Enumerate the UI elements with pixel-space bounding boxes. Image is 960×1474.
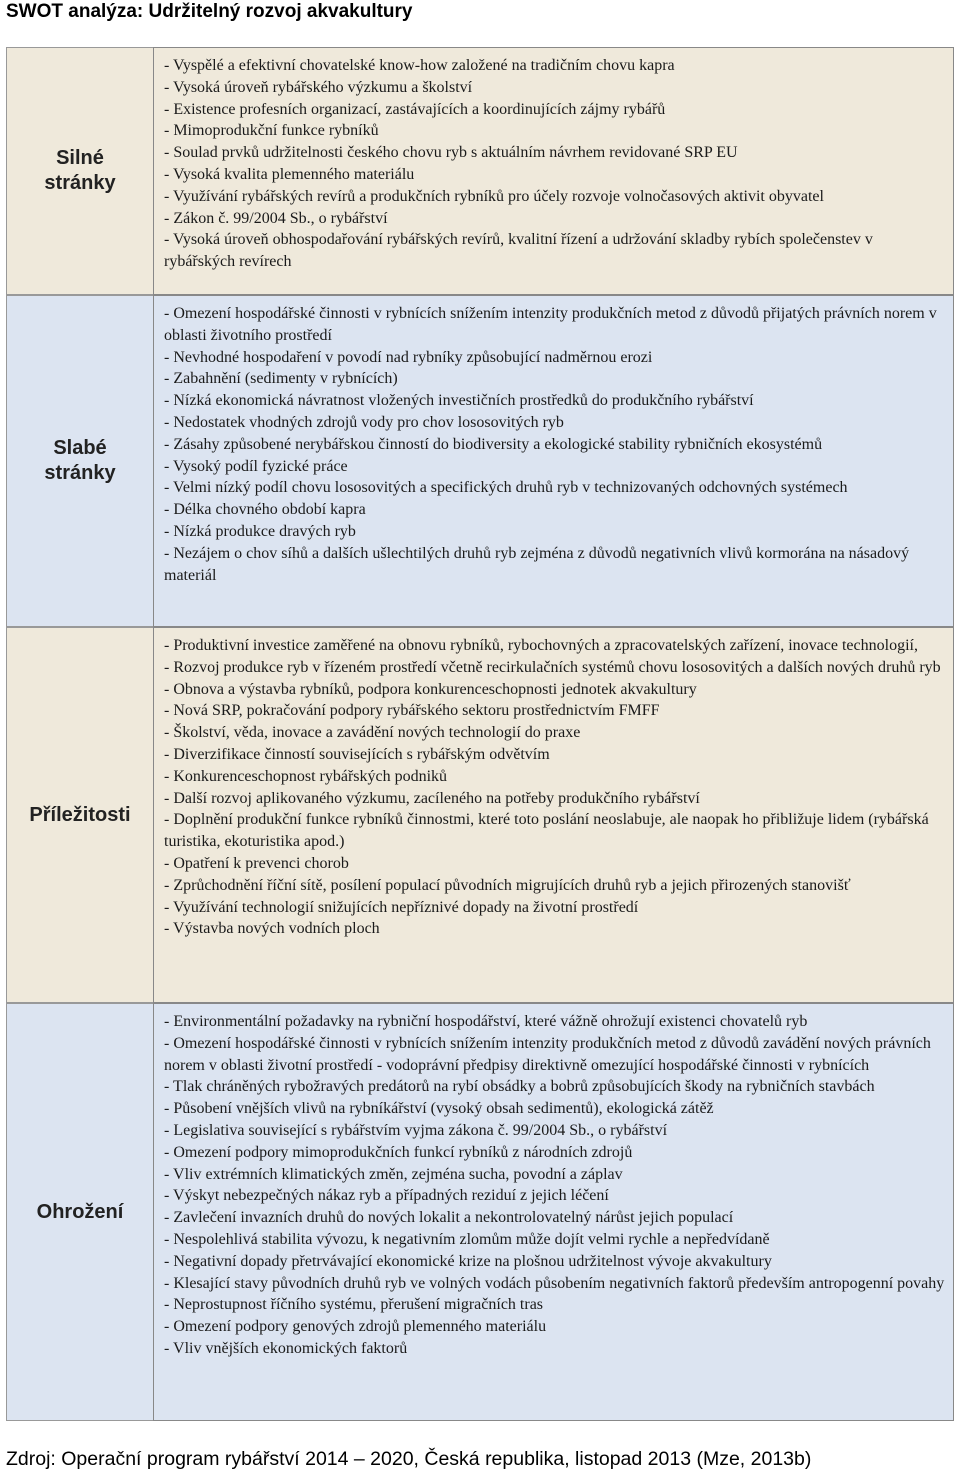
list-item: - Nízká produkce dravých ryb (164, 522, 356, 540)
list-item: - Obnova a výstavba rybníků, podpora konkurenceschopnosti jednotek akvakultury (164, 680, 697, 698)
list-item: - Vysoká kvalita plemenného materiálu (164, 165, 415, 183)
list-item: - Tlak chráněných rybožravých predátorů na rybí obsádky a bobrů způsobujících škody na rybničních stavbách (164, 1078, 875, 1096)
list-item: - Konkurenceschopnost rybářských podniků (164, 767, 448, 785)
list-item: - Další rozvoj aplikovaného výzkumu, zacíleného na potřeby produkčního rybářství (164, 789, 700, 807)
list-item: - Nová SRP, pokračování podpory rybářského sektoru prostřednictvím FMFF (164, 702, 660, 720)
swot-table (6, 47, 954, 1421)
opportunities-label: Příležitosti (6, 627, 153, 1003)
list-item: - Vysoký podíl fyzické práce (164, 457, 348, 475)
list-item: - Vyspělé a efektivní chovatelské know-how založené na tradičním chovu kapra (164, 57, 675, 74)
list-item: - Omezení hospodářské činnosti v rybnících snížením intenzity produkčních metod z důvodů přijatých právních norem v oblasti životního prostředí (164, 305, 937, 344)
list-item: - Neprostupnost říčního systému, přerušení migračních tras (164, 1296, 544, 1314)
list-item: - Vliv vnějších ekonomických faktorů (164, 1339, 408, 1357)
weaknesses-items (153, 295, 954, 627)
list-item: - Omezení hospodářské činnosti v rybnících snížením intenzity produkčních metod z důvodů zavádění nových právních norem v oblasti životní prostředí - vodoprávní předpisy direktivně omezující hospodářské činnosti v rybnících (164, 1034, 931, 1074)
list-item: - Nezájem o chov síhů a dalších ušlechtilých druhů ryb zejména z důvodů negativních vlivů kormorána na násadový materiál (164, 544, 910, 584)
list-item: - Využívání rybářských revírů a produkčních rybníků pro účely rozvoje volnočasových aktivit obyvatel (164, 187, 824, 205)
list-item: - Opatření k prevenci chorob (164, 854, 349, 872)
list-item: - Nedostatek vhodných zdrojů vody pro chov lososovitých ryb (164, 413, 564, 431)
list-item: - Zabahnění (sedimenty v rybnících) (164, 370, 398, 388)
swot-row-strengths (6, 47, 954, 295)
list-item: - Nízká ekonomická návratnost vložených investičních prostředků do produkčního rybářství (164, 392, 754, 410)
list-item: - Výskyt nebezpečných nákaz ryb a případných reziduí z jejich léčení (164, 1187, 609, 1205)
list-item: - Doplnění produkční funkce rybníků činnostmi, které toto poslání neoslabuje, ale naopak ho přibližuje lidem (rybářská turistika, ekoturistika apod.) (164, 811, 929, 851)
list-item: - Školství, věda, inovace a zavádění nových technologií do praxe (164, 724, 581, 742)
list-item: - Klesající stavy původních druhů ryb ve volných vodách působením negativních faktorů především antropogenní povahy (164, 1274, 945, 1292)
list-item: - Vliv extrémních klimatických změn, zejména sucha, povodní a záplav (164, 1165, 623, 1183)
list-item: - Působení vnějších vlivů na rybníkářství (vysoký obsah sedimentů), ekologická zátěž (164, 1100, 714, 1118)
threats-items (153, 1003, 954, 1421)
list-item: - Environmentální požadavky na rybniční hospodářství, které vážně ohrožují existenci chovatelů ryb (164, 1013, 808, 1030)
list-item: - Mimoprodukční funkce rybníků (164, 122, 379, 140)
list-item: - Negativní dopady přetrvávající ekonomické krize na plošnou udržitelnost vývoje akvakultury (164, 1252, 772, 1270)
list-item: - Omezení podpory mimoprodukčních funkcí rybníků z národních zdrojů (164, 1143, 633, 1161)
opportunities-items (153, 627, 954, 1003)
list-item: - Nevhodné hospodaření v povodí nad rybníky způsobující nadměrnou erozi (164, 348, 653, 366)
list-item: - Zprůchodnění říční sítě, posílení populací původních migrujících druhů ryb a jejich přirozených stanovišť (164, 876, 851, 894)
list-item: - Existence profesních organizací, zastávajících a koordinujících zájmy rybářů (164, 100, 666, 118)
list-item: - Soulad prvků udržitelnosti českého chovu ryb s aktuálním návrhem revidované SRP EU (164, 144, 738, 162)
list-item: - Vysoká úroveň obhospodařování rybářských revírů, kvalitní řízení a udržování skladby rybích společenstev v rybářských revírech (164, 231, 873, 271)
list-item: - Produktivní investice zaměřené na obnovu rybníků, rybochovných a zpracovatelských zařízení, inovace technologií, (164, 637, 918, 654)
list-item: - Velmi nízký podíl chovu lososovitých a specifických druhů ryb v technizovaných odchovných systémech (164, 479, 848, 497)
list-item: - Legislativa související s rybářstvím vyjma zákona č. 99/2004 Sb., o rybářství (164, 1121, 668, 1139)
list-item: - Využívání technologií snižujících nepříznivé dopady na životní prostředí (164, 898, 639, 916)
threats-label: Ohrožení (6, 1003, 153, 1421)
list-item: - Diverzifikace činností souvisejících s rybářským odvětvím (164, 745, 550, 763)
list-item: - Nespolehlivá stabilita vývozu, k negativním zlomům může dojít velmi rychle a nepředvídaně (164, 1230, 770, 1248)
list-item: - Zavlečení invazních druhů do nových lokalit a nekontrolovatelný nárůst jejich populací (164, 1209, 734, 1227)
list-item: - Zákon č. 99/2004 Sb., o rybářství (164, 209, 388, 227)
weaknesses-label: Slabé stránky (6, 295, 153, 627)
list-item: - Omezení podpory genových zdrojů plemenného materiálu (164, 1318, 547, 1336)
source-note: Zdroj: Operační program rybářství 2014 – 2020, Česká republika, listopad 2013 (Mze, 2013b) (6, 1448, 812, 1470)
page-title: SWOT analýza: Udržitelný rozvoj akvakultury (6, 1, 413, 22)
list-item: - Výstavba nových vodních ploch (164, 920, 380, 938)
swot-row-threats (6, 1003, 954, 1421)
list-item: - Zásahy způsobené nerybářskou činností do biodiversity a ekologické stability rybničních ekosystémů (164, 435, 823, 453)
strengths-items (153, 47, 954, 295)
swot-row-weaknesses (6, 295, 954, 627)
strengths-label: Silné stránky (6, 47, 153, 295)
list-item: - Rozvoj produkce ryb v řízeném prostředí včetně recirkulačních systémů chovu lososovitých a dalších nových druhů ryb (164, 658, 941, 676)
list-item: - Délka chovného období kapra (164, 501, 366, 519)
list-item: - Vysoká úroveň rybářského výzkumu a školství (164, 78, 473, 96)
swot-row-opportunities (6, 627, 954, 1003)
